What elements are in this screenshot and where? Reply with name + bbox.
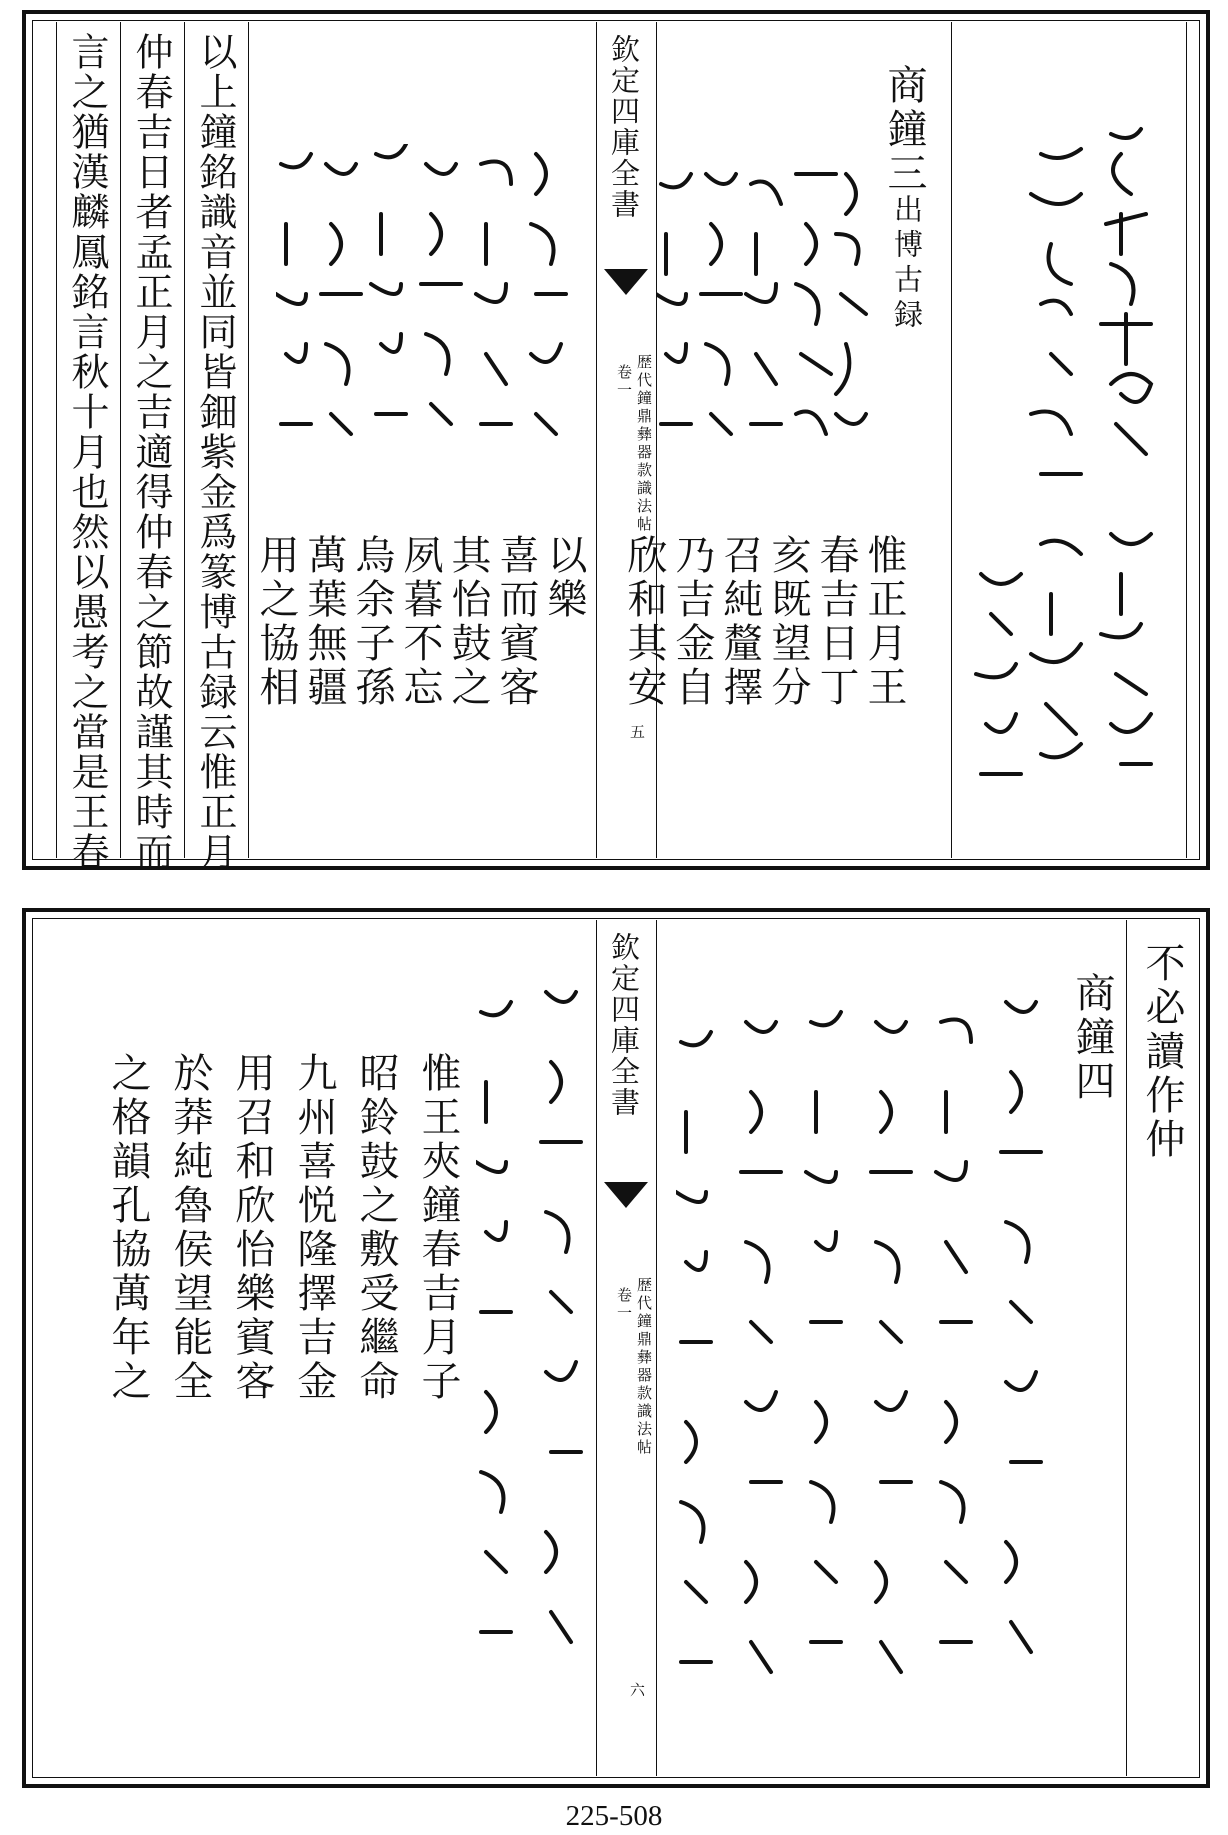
bottom-strip-title: 欽定四庫全書: [607, 932, 641, 1118]
bottom-strip-rule-right: [656, 920, 657, 1776]
bottom-page: [22, 908, 1210, 1788]
transcription-column: 欣和其安: [621, 534, 667, 710]
transcription-column: 召純釐擇: [717, 534, 763, 710]
transcription-column: 之格韻孔協萬年之: [105, 1052, 151, 1404]
top-strip-book-title: 歴代鐘鼎彝器款識法帖: [635, 354, 653, 534]
transcription-column: 亥既望分: [765, 534, 811, 710]
page-number: 225-508: [565, 1800, 663, 1832]
top-strip-rule-left: [596, 22, 597, 858]
bottom-carryover-rule: [1126, 920, 1127, 1776]
transcription-column: 惟正月王: [861, 534, 907, 710]
top-right-margin-rule: [1186, 22, 1187, 858]
bottom-right-seal-inscription: [676, 982, 1056, 1742]
top-strip-rule-right: [656, 22, 657, 858]
top-left-seal-inscription: [276, 144, 576, 484]
top-notes-rule-1: [248, 22, 249, 858]
top-strip-volume: 卷一: [615, 364, 633, 400]
transcription-column: 九州喜悦隆擇吉金: [291, 1052, 337, 1404]
notes-column: 以上鐘銘識音並同皆鈿紫金爲篆博古録云惟正月: [193, 32, 237, 872]
transcription-column: 昭鈴鼓之敷受繼命: [353, 1052, 399, 1404]
top-block-divider: [951, 22, 952, 858]
top-strip-title: 欽定四庫全書: [607, 34, 641, 220]
bottom-strip-fishtail: [604, 1182, 648, 1208]
transcription-column: 於莽純魯侯望能全: [167, 1052, 213, 1404]
transcription-column: 春吉日丁: [813, 534, 859, 710]
top-vessel-title: 商鐘三: [881, 64, 927, 196]
transcription-column: 萬葉無疆: [301, 534, 347, 710]
notes-column: 仲春吉日者孟正月之吉適得仲春之節故謹其時而: [129, 32, 173, 872]
transcription-column: 惟王夾鐘春吉月子: [415, 1052, 461, 1404]
top-carryover-seal-inscription: [971, 114, 1181, 804]
transcription-column: 夙暮不忘: [397, 534, 443, 710]
top-vessel-source: 出博古録: [890, 194, 924, 334]
bottom-left-seal-inscription: [476, 972, 586, 1692]
transcription-column: 其怡鼓之: [445, 534, 491, 710]
top-strip-folio: 五: [628, 724, 646, 742]
top-notes-rule-4: [56, 22, 57, 858]
transcription-column: 烏余子孫: [349, 534, 395, 710]
transcription-column: 乃吉金自: [669, 534, 715, 710]
top-notes-rule-3: [120, 22, 121, 858]
notes-column: 言之猶漢麟鳳銘言秋十月也然以愚考之當是王春: [65, 32, 109, 872]
top-notes-rule-2: [184, 22, 185, 858]
top-right-seal-inscription: [656, 164, 876, 484]
bottom-strip-folio: 六: [628, 1682, 646, 1700]
transcription-column: 用之協相: [253, 534, 299, 710]
bottom-carryover-note: 不必讀作仲: [1139, 942, 1185, 1162]
transcription-column: 用召和欣怡樂賓客: [229, 1052, 275, 1404]
bottom-strip-volume: 卷一: [615, 1287, 633, 1323]
top-page: [22, 10, 1210, 870]
top-strip-fishtail: [604, 269, 648, 295]
bottom-vessel-title: 商鐘四: [1069, 972, 1115, 1104]
bottom-strip-book-title: 歴代鐘鼎彝器款識法帖: [635, 1277, 653, 1457]
transcription-column: 以樂: [541, 534, 587, 622]
transcription-column: 喜而賓客: [493, 534, 539, 710]
bottom-strip-rule-left: [596, 920, 597, 1776]
